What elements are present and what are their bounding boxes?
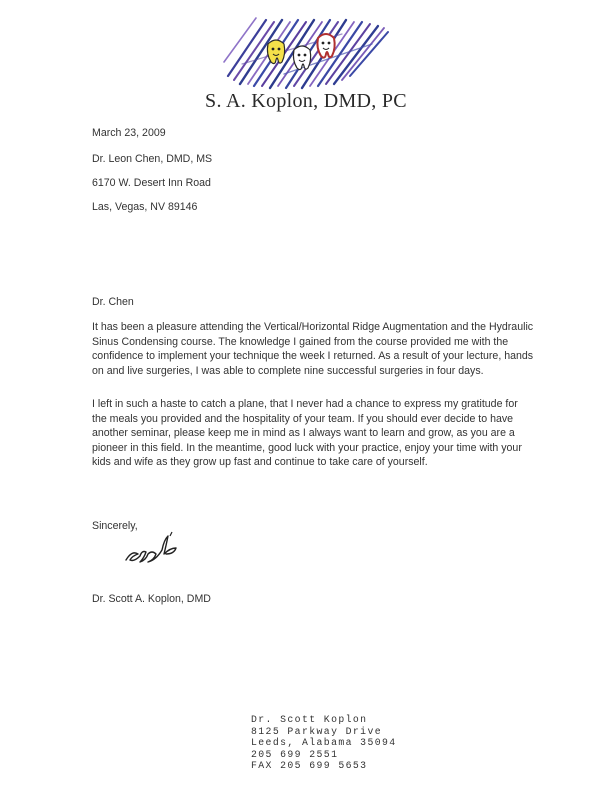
closing: Sincerely, [92, 520, 138, 532]
firm-name: S. A. Koplon, DMD, PC [205, 90, 407, 112]
footer-line-city: Leeds, Alabama 35094 [251, 737, 397, 749]
footer-line-street: 8125 Parkway Drive [251, 725, 383, 737]
recipient-city: Las, Vegas, NV 89146 [92, 201, 198, 213]
letter-date: March 23, 2009 [92, 127, 166, 139]
recipient-street: 6170 W. Desert Inn Road [92, 177, 211, 189]
footer-line-fax: FAX 205 699 5653 [251, 760, 368, 772]
salutation: Dr. Chen [92, 296, 134, 308]
recipient-name: Dr. Leon Chen, DMD, MS [92, 153, 213, 165]
footer-line-phone: 205 699 2551 [251, 748, 339, 760]
footer-line-name: Dr. Scott Koplon [251, 714, 368, 725]
handwritten-signature-icon [118, 526, 198, 570]
footer-address [251, 714, 397, 772]
body-paragraph-1: It has been a pleasure attending the Vertical/Horizontal Ridge Augmentation and the Hydraulic Sinus Condensing course. The knowledge I gained from the course provided me with the confidence to implement your technique the week I returned. As a result of your lecture, hands on and live surgeries, I was able to complete nine successful surgeries in four days. [92, 321, 534, 377]
body-paragraph-2: I left in such a haste to catch a plane, that I never had a chance to express my gratitude for the meals you provided and the hospitality of your team. If you should ever decide to have another seminar, please keep me in mind as I always want to learn and grow, as you are a pioneer in this field. In the meantime, good luck with your practice, enjoy your time with your kids and wife as they grow up fast and continue to take care of yourself. [92, 398, 522, 469]
tooth-logo-icon [222, 14, 392, 92]
signer-name: Dr. Scott A. Koplon, DMD [92, 593, 211, 605]
